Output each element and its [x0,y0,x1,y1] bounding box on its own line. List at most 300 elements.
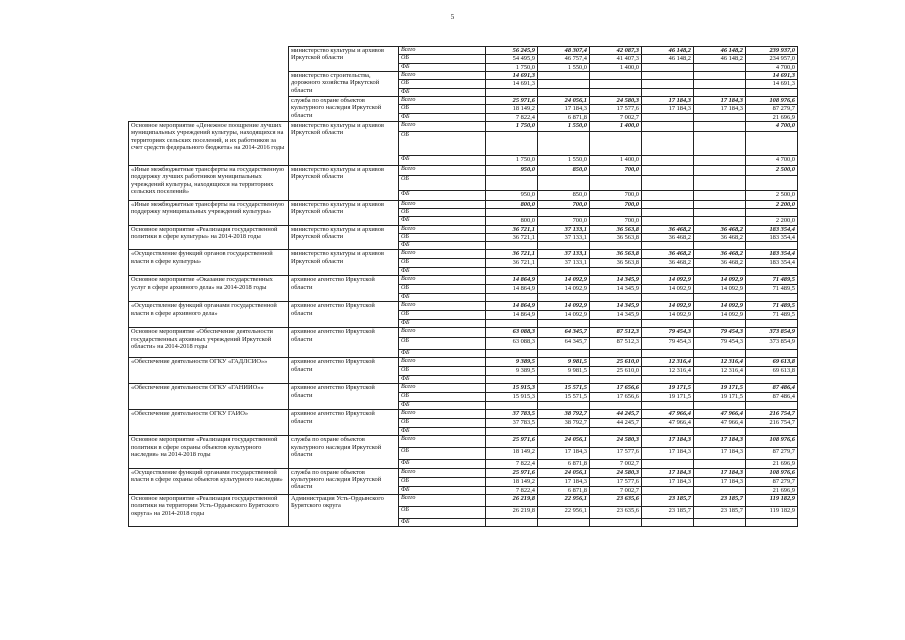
table-row [129,410,798,419]
year-value-cell: 38 792,7 [538,419,590,428]
budget-table [128,46,798,527]
funding-source-cell: Всего [399,495,486,507]
funding-source-cell: ОБ [399,80,486,88]
year-value-cell: 36 563,8 [590,225,642,233]
funding-source-cell: ФБ [399,217,486,225]
responsible-cell: министерство культуры и архивов Иркутской области [289,225,399,250]
year-value-cell: 46 148,2 [694,55,746,63]
funding-source-cell: ОБ [399,209,486,217]
year-value-cell: 36 468,2 [694,259,746,268]
activity-cell: «Иные межбюджетные трансферты на государственную поддержку лучших работников муниципальных учреждений культуры, находящихся на территориях сельских поселений» [129,165,289,200]
total-value-cell: 4 700,0 [746,155,798,165]
year-value-cell [642,486,694,494]
year-value-cell: 1 400,0 [590,155,642,165]
total-value-cell: 21 696,9 [746,486,798,494]
responsible-cell: Администрация Усть-Ордынского Бурятского округа [289,495,399,527]
total-value-cell: 71 489,5 [746,285,798,294]
year-value-cell: 54 495,9 [486,55,538,63]
year-value-cell: 14 092,9 [538,276,590,285]
funding-source-cell: ОБ [399,367,486,376]
activity-cell: «Осуществление функций органами государственной власти в сфере архивного дела» [129,302,289,328]
year-value-cell: 17 184,3 [694,105,746,113]
year-value-cell: 12 316,4 [694,358,746,367]
activity-cell: «Иные межбюджетные трансферты на государственную поддержку муниципальных учреждений культуры» [129,200,289,225]
year-value-cell: 6 871,8 [538,486,590,494]
total-value-cell [746,209,798,217]
total-value-cell: 21 696,9 [746,460,798,468]
year-value-cell: 22 956,1 [538,507,590,519]
total-value-cell: 87 279,7 [746,477,798,486]
year-value-cell: 14 864,9 [486,276,538,285]
funding-source-cell: Всего [399,328,486,338]
year-value-cell: 25 971,6 [486,468,538,477]
year-value-cell: 17 184,3 [694,436,746,448]
total-value-cell: 216 754,7 [746,410,798,419]
funding-source-cell: ФБ [399,88,486,96]
year-value-cell [486,350,538,358]
year-value-cell [642,209,694,217]
year-value-cell [694,165,746,175]
responsible-cell: министерство культуры и архивов Иркутской области [289,250,399,276]
year-value-cell [538,268,590,276]
year-value-cell [694,320,746,328]
year-value-cell: 17 184,3 [538,105,590,113]
year-value-cell [694,113,746,121]
total-value-cell: 234 957,0 [746,55,798,63]
responsible-cell: архивное агентство Иркутской области [289,302,399,328]
year-value-cell [694,376,746,384]
year-value-cell [590,268,642,276]
responsible-cell: архивное агентство Иркутской области [289,276,399,302]
total-value-cell: 183 354,4 [746,259,798,268]
year-value-cell: 24 580,3 [590,468,642,477]
responsible-cell: министерство культуры и архивов Иркутской области [289,47,399,72]
year-value-cell: 87 512,3 [590,328,642,338]
funding-source-cell: ОБ [399,175,486,190]
year-value-cell [642,294,694,302]
total-value-cell [746,519,798,527]
year-value-cell: 17 656,6 [590,384,642,393]
year-value-cell [486,428,538,436]
year-value-cell [642,350,694,358]
activity-cell: Основное мероприятие «Реализация государственной политики на территории Усть-Ордынского Бурятского округа» на 2014-2018 годы [129,495,289,527]
year-value-cell [486,175,538,190]
year-value-cell: 950,0 [486,165,538,175]
year-value-cell: 1 750,0 [486,155,538,165]
funding-source-cell: ОБ [399,477,486,486]
total-value-cell: 87 486,4 [746,384,798,393]
responsible-cell: архивное агентство Иркутской области [289,358,399,384]
table-row [129,250,798,259]
activity-cell [129,96,289,121]
year-value-cell [538,175,590,190]
total-value-cell: 2 200,0 [746,200,798,208]
year-value-cell [590,175,642,190]
table-row [129,200,798,208]
year-value-cell: 9 389,5 [486,358,538,367]
year-value-cell: 15 915,3 [486,393,538,402]
total-value-cell [746,242,798,250]
total-value-cell: 71 489,5 [746,311,798,320]
funding-source-cell: Всего [399,165,486,175]
year-value-cell [590,294,642,302]
total-value-cell: 119 182,9 [746,507,798,519]
year-value-cell: 24 580,3 [590,96,642,104]
year-value-cell: 79 454,3 [642,328,694,338]
funding-source-cell: ФБ [399,428,486,436]
year-value-cell: 56 245,9 [486,47,538,55]
year-value-cell: 14 092,9 [642,276,694,285]
year-value-cell [694,350,746,358]
year-value-cell: 23 185,7 [694,507,746,519]
year-value-cell [486,88,538,96]
year-value-cell [694,402,746,410]
total-value-cell: 71 489,5 [746,302,798,311]
year-value-cell: 7 822,4 [486,113,538,121]
total-value-cell: 4 700,0 [746,121,798,131]
responsible-cell: архивное агентство Иркутской области [289,328,399,358]
year-value-cell: 44 245,7 [590,410,642,419]
year-value-cell: 1 750,0 [486,63,538,71]
year-value-cell: 24 056,1 [538,96,590,104]
responsible-cell: служба по охране объектов культурного наследия Иркутской области [289,96,399,121]
year-value-cell [642,200,694,208]
year-value-cell: 12 316,4 [642,358,694,367]
year-value-cell [694,294,746,302]
funding-source-cell: Всего [399,72,486,80]
funding-source-cell: Всего [399,276,486,285]
funding-source-cell: ОБ [399,507,486,519]
year-value-cell: 37 783,5 [486,419,538,428]
year-value-cell [486,402,538,410]
year-value-cell: 15 915,3 [486,384,538,393]
year-value-cell: 79 454,3 [642,338,694,350]
table-row [129,495,798,507]
year-value-cell [590,88,642,96]
total-value-cell: 108 976,6 [746,436,798,448]
total-value-cell [746,350,798,358]
year-value-cell: 7 822,4 [486,460,538,468]
year-value-cell: 700,0 [590,200,642,208]
year-value-cell: 36 468,2 [642,250,694,259]
year-value-cell [486,320,538,328]
year-value-cell [642,217,694,225]
year-value-cell: 14 864,9 [486,311,538,320]
year-value-cell: 15 571,5 [538,384,590,393]
year-value-cell [538,350,590,358]
year-value-cell: 26 219,8 [486,495,538,507]
funding-source-cell: ФБ [399,63,486,71]
year-value-cell [642,428,694,436]
funding-source-cell: Всего [399,47,486,55]
funding-source-cell: ФБ [399,155,486,165]
year-value-cell: 14 691,3 [486,80,538,88]
funding-source-cell: ОБ [399,338,486,350]
activity-cell: Основное мероприятие «Денежное поощрение лучших муниципальных учреждений культуры, находящихся на территориях сельских поселений, и их работников за счет средств федерального бюджета» на 2014-2016 годы [129,121,289,165]
year-value-cell: 14 864,9 [486,285,538,294]
year-value-cell: 24 580,3 [590,436,642,448]
year-value-cell: 850,0 [538,165,590,175]
year-value-cell [642,165,694,175]
table-row [129,121,798,131]
year-value-cell: 6 871,8 [538,460,590,468]
funding-source-cell: ОБ [399,393,486,402]
activity-cell [129,72,289,97]
year-value-cell: 12 316,4 [642,367,694,376]
year-value-cell: 36 468,2 [694,225,746,233]
year-value-cell [694,519,746,527]
total-value-cell: 69 613,8 [746,358,798,367]
year-value-cell: 17 184,3 [538,477,590,486]
total-value-cell: 373 854,9 [746,338,798,350]
year-value-cell [642,155,694,165]
year-value-cell: 17 184,3 [642,105,694,113]
year-value-cell: 700,0 [590,190,642,200]
year-value-cell [538,72,590,80]
year-value-cell: 15 571,5 [538,393,590,402]
total-value-cell [746,175,798,190]
year-value-cell [486,209,538,217]
year-value-cell: 36 721,1 [486,250,538,259]
year-value-cell: 23 185,7 [642,507,694,519]
year-value-cell: 36 563,8 [590,233,642,241]
table-row [129,47,798,55]
year-value-cell: 17 577,6 [590,477,642,486]
activity-cell: Основное мероприятие «Обеспечение деятельности государственных архивных учреждений Иркутской области» на 2014-2018 годы [129,328,289,358]
year-value-cell [694,121,746,131]
year-value-cell [538,80,590,88]
total-value-cell [746,376,798,384]
year-value-cell: 36 721,1 [486,225,538,233]
year-value-cell: 36 468,2 [642,225,694,233]
year-value-cell: 17 184,3 [694,468,746,477]
year-value-cell [538,428,590,436]
table-row [129,358,798,367]
funding-source-cell: ОБ [399,448,486,460]
responsible-cell: министерство культуры и архивов Иркутской области [289,200,399,225]
year-value-cell: 17 184,3 [538,448,590,460]
year-value-cell [694,88,746,96]
year-value-cell: 19 171,5 [694,384,746,393]
year-value-cell: 36 468,2 [642,233,694,241]
funding-source-cell: ФБ [399,350,486,358]
year-value-cell: 14 092,9 [538,311,590,320]
year-value-cell: 14 864,9 [486,302,538,311]
total-value-cell: 2 500,0 [746,165,798,175]
year-value-cell: 9 981,5 [538,367,590,376]
funding-source-cell: ФБ [399,402,486,410]
funding-source-cell: Всего [399,121,486,131]
year-value-cell: 24 056,1 [538,436,590,448]
year-value-cell [694,242,746,250]
year-value-cell [538,242,590,250]
year-value-cell: 63 088,3 [486,328,538,338]
year-value-cell [694,131,746,155]
year-value-cell: 17 184,3 [642,468,694,477]
year-value-cell [538,376,590,384]
funding-source-cell: Всего [399,302,486,311]
responsible-cell: служба по охране объектов культурного наследия Иркутской области [289,436,399,468]
activity-cell: «Обеспечение деятельности ОГКУ «ГАНИИО»» [129,384,289,410]
year-value-cell [642,320,694,328]
funding-source-cell: ОБ [399,311,486,320]
year-value-cell: 19 171,5 [642,393,694,402]
funding-source-cell: Всего [399,436,486,448]
year-value-cell: 17 184,3 [694,448,746,460]
page-number: 5 [450,13,455,21]
total-value-cell: 14 691,3 [746,80,798,88]
year-value-cell [590,519,642,527]
year-value-cell [486,376,538,384]
activity-cell: Основное мероприятие «Реализация государственной политики в сфере культуры» на 2014-2018 годы [129,225,289,250]
total-value-cell: 87 279,7 [746,105,798,113]
year-value-cell [694,72,746,80]
funding-source-cell: ОБ [399,259,486,268]
year-value-cell: 17 577,6 [590,448,642,460]
year-value-cell [590,209,642,217]
year-value-cell: 17 184,3 [642,477,694,486]
year-value-cell: 14 345,9 [590,311,642,320]
year-value-cell [590,242,642,250]
year-value-cell: 9 981,5 [538,358,590,367]
year-value-cell [642,376,694,384]
year-value-cell [590,80,642,88]
responsible-cell: министерство культуры и архивов Иркутской области [289,165,399,200]
year-value-cell: 19 171,5 [642,384,694,393]
total-value-cell [746,402,798,410]
table-row [129,384,798,393]
year-value-cell: 19 171,5 [694,393,746,402]
year-value-cell [590,131,642,155]
funding-source-cell: ФБ [399,486,486,494]
year-value-cell [694,63,746,71]
year-value-cell: 42 087,3 [590,47,642,55]
total-value-cell: 108 976,6 [746,96,798,104]
year-value-cell: 850,0 [538,190,590,200]
year-value-cell [694,209,746,217]
year-value-cell [642,242,694,250]
year-value-cell [642,63,694,71]
responsible-cell: архивное агентство Иркутской области [289,384,399,410]
funding-source-cell: ФБ [399,113,486,121]
year-value-cell: 1 550,0 [538,63,590,71]
year-value-cell [694,155,746,165]
year-value-cell: 17 184,3 [642,436,694,448]
funding-source-cell: ФБ [399,190,486,200]
activity-cell: «Осуществление функций органами государственной власти в сфере охраны объектов культурного наследия» [129,468,289,494]
year-value-cell [538,402,590,410]
funding-source-cell: ОБ [399,131,486,155]
year-value-cell: 17 577,6 [590,105,642,113]
funding-source-cell: ФБ [399,294,486,302]
funding-source-cell: Всего [399,225,486,233]
total-value-cell: 71 489,5 [746,276,798,285]
year-value-cell: 79 454,3 [694,328,746,338]
activity-cell [129,47,289,72]
year-value-cell: 17 184,3 [694,477,746,486]
year-value-cell: 14 092,9 [642,302,694,311]
year-value-cell: 1 750,0 [486,121,538,131]
year-value-cell: 950,0 [486,190,538,200]
year-value-cell: 17 656,6 [590,393,642,402]
year-value-cell: 12 316,4 [694,367,746,376]
year-value-cell: 24 056,1 [538,468,590,477]
total-value-cell: 239 937,0 [746,47,798,55]
year-value-cell [486,268,538,276]
year-value-cell: 25 610,0 [590,358,642,367]
year-value-cell [694,486,746,494]
funding-source-cell: ОБ [399,55,486,63]
table-row [129,96,798,104]
year-value-cell: 14 092,9 [694,302,746,311]
year-value-cell: 700,0 [590,165,642,175]
table-row [129,72,798,80]
year-value-cell [538,519,590,527]
funding-source-cell: Всего [399,96,486,104]
year-value-cell: 36 468,2 [642,259,694,268]
total-value-cell: 87 279,7 [746,448,798,460]
year-value-cell [694,268,746,276]
total-value-cell: 21 696,9 [746,113,798,121]
year-value-cell: 800,0 [486,217,538,225]
funding-source-cell: ОБ [399,285,486,294]
year-value-cell: 37 133,1 [538,250,590,259]
year-value-cell [642,402,694,410]
year-value-cell: 44 245,7 [590,419,642,428]
year-value-cell: 7 002,7 [590,486,642,494]
year-value-cell: 7 002,7 [590,460,642,468]
year-value-cell: 37 133,1 [538,225,590,233]
year-value-cell [642,121,694,131]
year-value-cell: 87 512,3 [590,338,642,350]
activity-cell: Основное мероприятие «Реализация государственной политики в сфере охраны объектов культурного наследия» на 2014-2018 годы [129,436,289,468]
funding-source-cell: ФБ [399,268,486,276]
year-value-cell: 36 468,2 [694,233,746,241]
year-value-cell [538,209,590,217]
funding-source-cell: ФБ [399,460,486,468]
year-value-cell [642,113,694,121]
total-value-cell: 373 854,9 [746,328,798,338]
year-value-cell: 23 185,7 [694,495,746,507]
total-value-cell: 108 976,6 [746,468,798,477]
year-value-cell: 64 345,7 [538,328,590,338]
year-value-cell: 46 148,2 [642,47,694,55]
year-value-cell: 37 133,1 [538,233,590,241]
funding-source-cell: ОБ [399,419,486,428]
year-value-cell [642,72,694,80]
year-value-cell: 7 822,4 [486,486,538,494]
funding-source-cell: Всего [399,384,486,393]
table-row [129,225,798,233]
activity-cell: «Обеспечение деятельности ОГКУ «ГАДЛСИО»» [129,358,289,384]
total-value-cell: 87 486,4 [746,393,798,402]
year-value-cell [642,80,694,88]
year-value-cell: 14 691,3 [486,72,538,80]
year-value-cell: 14 092,9 [694,285,746,294]
year-value-cell: 47 966,4 [694,419,746,428]
total-value-cell: 14 691,3 [746,72,798,80]
year-value-cell [590,402,642,410]
year-value-cell: 79 454,3 [694,338,746,350]
funding-source-cell: Всего [399,200,486,208]
year-value-cell [642,131,694,155]
year-value-cell: 700,0 [538,200,590,208]
funding-source-cell: ОБ [399,233,486,241]
year-value-cell: 9 389,5 [486,367,538,376]
table-row [129,468,798,477]
responsible-cell: министерство строительства, дорожного хозяйства Иркутской области [289,72,399,97]
total-value-cell: 2 200,0 [746,217,798,225]
